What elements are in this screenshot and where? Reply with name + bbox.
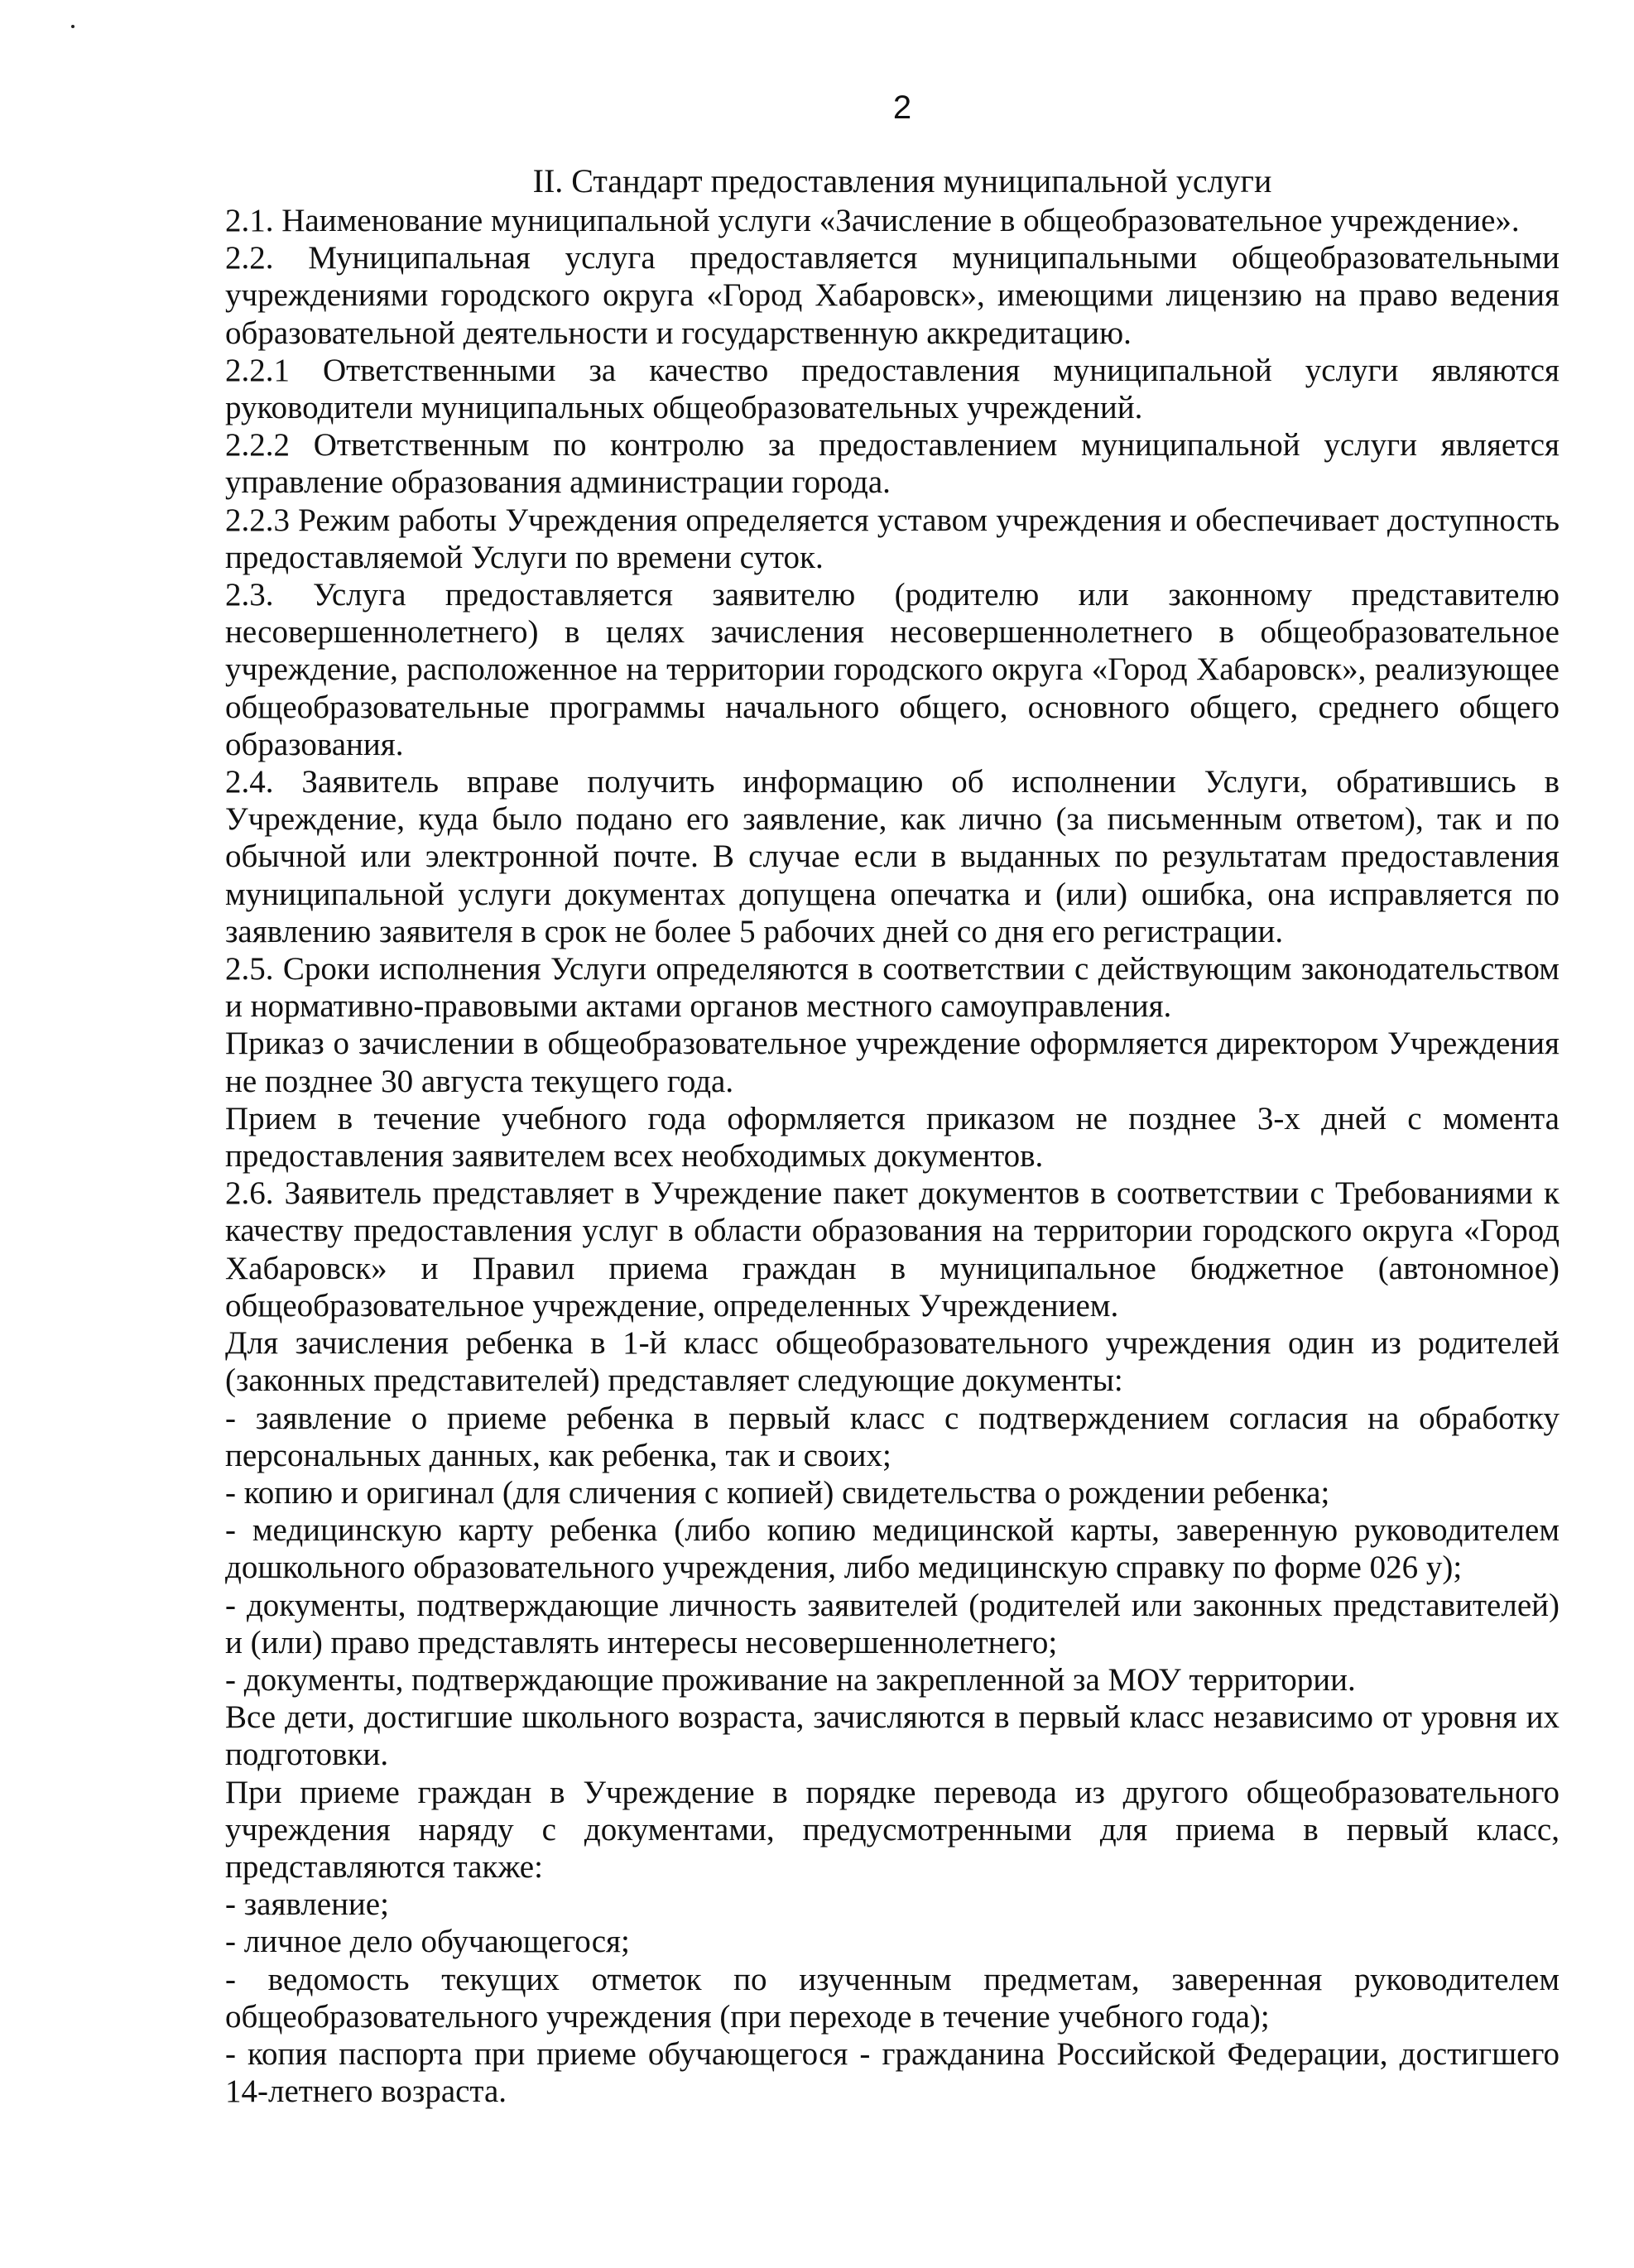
paragraph-2-2-2: 2.2.2 Ответственным по контролю за предоставлением муниципальной услуги является управление образования администрации города. bbox=[225, 427, 1560, 501]
paragraph-2-2: 2.2. Муниципальная услуга предоставляется муниципальными общеобразовательными учреждениями городского округа «Город Хабаровск», имеющими лицензию на право ведения образовательной деятельности и государственную аккредитацию. bbox=[225, 240, 1560, 351]
paragraph-2-4: 2.4. Заявитель вправе получить информацию об исполнении Услуги, обратившись в Учреждение, куда было подано его заявление, как лично (за письменным ответом), так и по обычной или электронной почте. В случае если в выданных по результатам предоставления муниципальной услуги документах допущена опечатка и (или) ошибка, она исправляется по заявлению заявителя в срок не более 5 рабочих дней со дня его регистрации. bbox=[225, 764, 1560, 949]
scan-speck bbox=[71, 25, 74, 28]
paragraph-2-3: 2.3. Услуга предоставляется заявителю (родителю или законному представителю несовершеннолетнего) в целях зачисления несовершеннолетнего в общеобразовательное учреждение, расположенное на территории городского округа «Город Хабаровск», реализующее общеобразовательные программы начального общего, основного общего, среднего общего образования. bbox=[225, 577, 1560, 762]
paragraph-transfer: При приеме граждан в Учреждение в порядке перевода из другого общеобразовательного учреждения наряду с документами, предусмотренными для приема в первый класс, представляются также: bbox=[225, 1774, 1560, 1885]
list-item-medical-card: - медицинскую карту ребенка (либо копию медицинской карты, заверенную руководителем дошкольного образовательного учреждения, либо медицинскую справку по форме 026 у); bbox=[225, 1512, 1560, 1586]
list-item-grades-record: - ведомость текущих отметок по изученным предметам, заверенная руководителем общеобразовательного учреждения (при переходе в течение учебного года); bbox=[225, 1961, 1560, 2035]
list-item-identity-documents: - документы, подтверждающие личность заявителей (родителей или законных представителей) и (или) право представлять интересы несовершеннолетнего; bbox=[225, 1587, 1560, 1660]
paragraph-first-grade: Для зачисления ребенка в 1-й класс общеобразовательного учреждения один из родителей (законных представителей) представляет следующие документы: bbox=[225, 1325, 1560, 1399]
paragraph-2-5: 2.5. Сроки исполнения Услуги определяются в соответствии с действующим законодательством и нормативно-правовыми актами органов местного самоуправления. bbox=[225, 951, 1560, 1025]
document-body bbox=[225, 202, 1560, 2110]
section-title: II. Стандарт предоставления муниципальной услуги bbox=[532, 162, 1272, 199]
list-item-residence-documents: - документы, подтверждающие проживание на закрепленной за МОУ территории. bbox=[225, 1661, 1356, 1698]
paragraph-all-children: Все дети, достигшие школьного возраста, зачисляются в первый класс независимо от уровня их подготовки. bbox=[225, 1699, 1560, 1773]
page-number: 2 bbox=[892, 89, 912, 126]
paragraph-2-1: 2.1. Наименование муниципальной услуги «Зачисление в общеобразовательное учреждение». bbox=[225, 203, 1520, 238]
list-item-statement: - заявление; bbox=[225, 1886, 389, 1923]
list-item-personal-file: - личное дело обучающегося; bbox=[225, 1924, 630, 1960]
paragraph-2-6: 2.6. Заявитель представляет в Учреждение пакет документов в соответствии с Требованиями к качеству предоставления услуг в области образования на территории городского округа «Город Хабаровск» и Правил приема граждан в муниципальное бюджетное (автономное) общеобразовательное учреждение, определенных Учреждением. bbox=[225, 1175, 1560, 1324]
paragraph-2-2-3: 2.2.3 Режим работы Учреждения определяется уставом учреждения и обеспечивает доступность предоставляемой Услуги по времени суток. bbox=[225, 502, 1560, 575]
list-item-passport-copy: - копия паспорта при приеме обучающегося - гражданина Российской Федерации, достигшего 14-летнего возраста. bbox=[225, 2035, 1560, 2110]
paragraph-2-2-1: 2.2.1 Ответственными за качество предоставления муниципальной услуги являются руководители муниципальных общеобразовательных учреждений. bbox=[225, 352, 1560, 426]
list-item-birth-certificate: - копию и оригинал (для сличения с копией) свидетельства о рождении ребенка; bbox=[225, 1474, 1330, 1511]
list-item-application: - заявление о приеме ребенка в первый класс с подтверждением согласия на обработку персональных данных, как ребенка, так и своих; bbox=[225, 1400, 1560, 1473]
paragraph-admission: Прием в течение учебного года оформляется приказом не позднее 3-х дней с момента предоставления заявителем всех необходимых документов. bbox=[225, 1100, 1560, 1175]
paragraph-order: Приказ о зачислении в общеобразовательное учреждение оформляется директором Учреждения не позднее 30 августа текущего года. bbox=[225, 1026, 1560, 1099]
